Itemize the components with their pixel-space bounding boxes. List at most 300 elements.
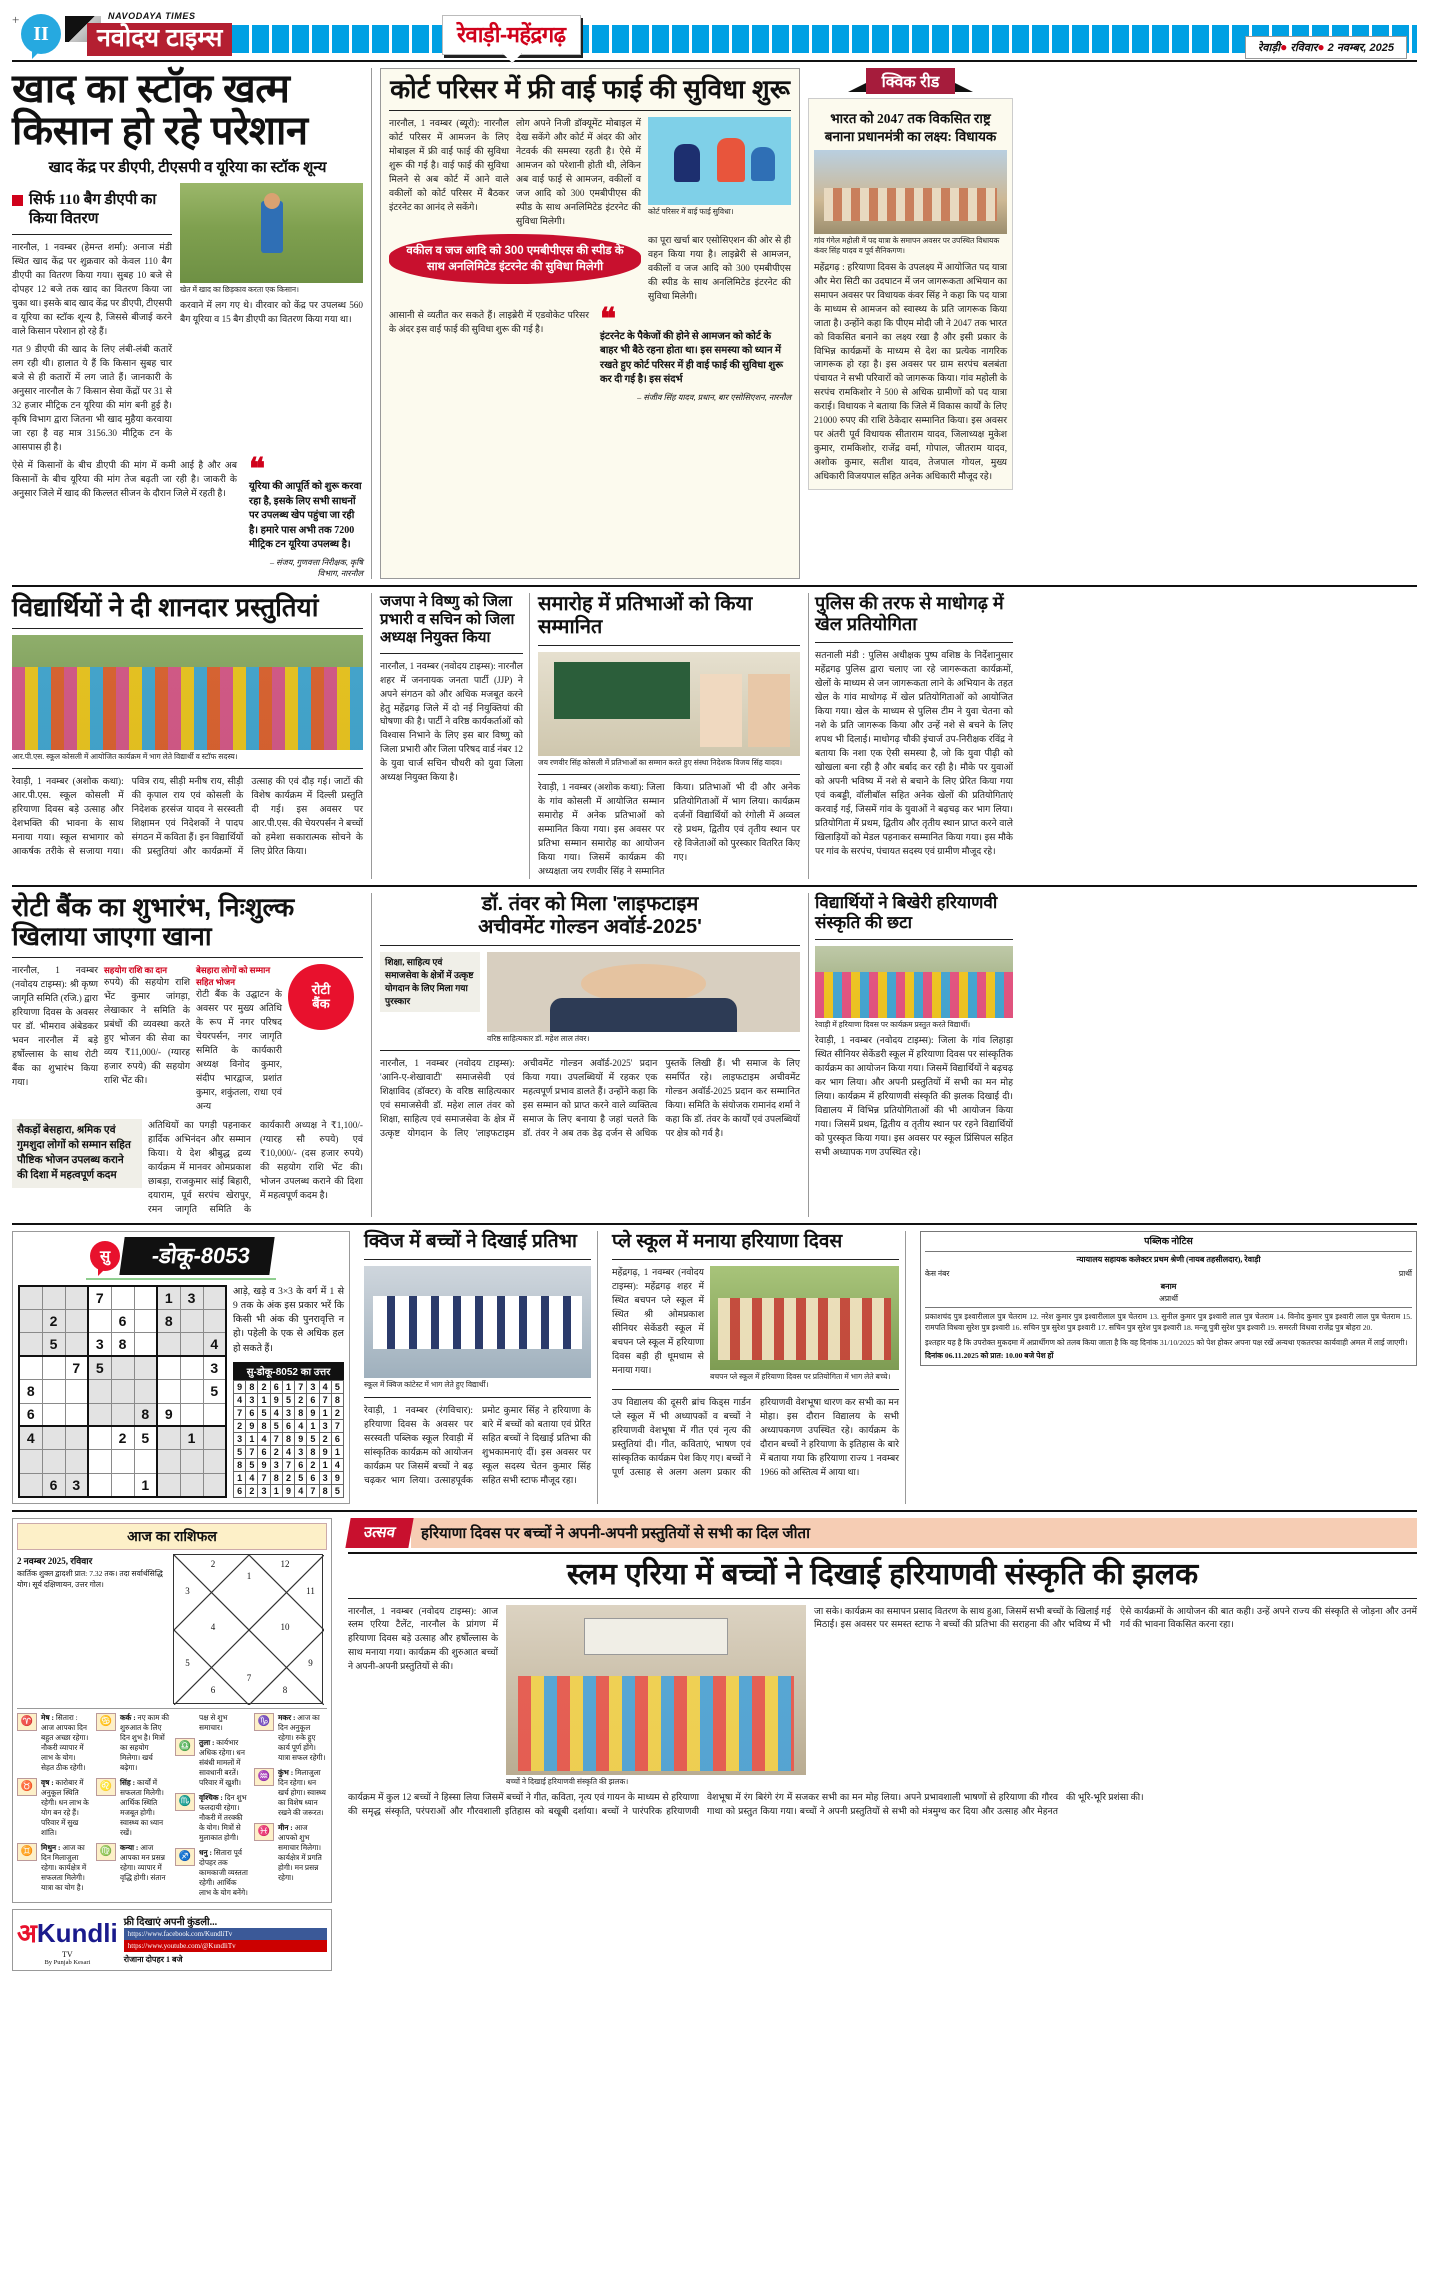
sudoku-cell[interactable]: 1: [157, 1286, 180, 1309]
notice-footer: इश्तहार यह है कि उपरोक्त मुकदमा में अप्रार्थीगण को तलब किया जाता है कि वह दिनांक 31/10/2025 को पेश होकर अपना पक्ष रखें अन्यथा एकतरफा कार्यवाही अमल में लाई जाएगी।: [925, 1337, 1408, 1347]
slum-story: [340, 1518, 1417, 1903]
sudoku-answer-cell: 6: [270, 1380, 282, 1393]
sudoku-cell[interactable]: 4: [203, 1333, 226, 1356]
zodiac-name: मीन :: [278, 1822, 295, 1832]
zodiac-icon: ♑: [254, 1713, 274, 1731]
police-headline-1: पुलिस की तरफ से माधोगढ़ में: [815, 592, 1004, 613]
sudoku-cell[interactable]: [88, 1450, 111, 1473]
sudoku-cell[interactable]: 1: [134, 1473, 157, 1497]
horoscope-sign-5: [96, 1778, 169, 1838]
zodiac-icon: ♏: [175, 1793, 195, 1811]
felicitation-photo: [538, 652, 800, 756]
slum-caption: बच्चों ने दिखाई हरियाणवी संस्कृति की झलक।: [506, 1776, 629, 1786]
playschool-photo: [710, 1266, 899, 1370]
svg-text:10: 10: [280, 1621, 290, 1632]
playschool-caption: बचपन प्ले स्कूल में हरियाणा दिवस पर प्रतियोगिता में भाग लेते बच्चे।: [710, 1372, 891, 1382]
sudoku-answer-cell: 9: [234, 1380, 246, 1393]
horoscope-sign-7: [175, 1738, 248, 1788]
notice-opposite: अप्रार्थी: [1159, 1293, 1178, 1303]
roti-bank-logo: रोटी बैंक: [288, 964, 354, 1030]
sudoku-cell[interactable]: [19, 1473, 42, 1497]
felicitation-caption: जय रणवीर सिंह कोसली में प्रतिभाओं का सम्मान करते हुए संस्था निदेशक विजय सिंह यादव।: [538, 757, 783, 767]
zodiac-name: वृष :: [41, 1777, 56, 1787]
svg-text:11: 11: [306, 1585, 315, 1596]
horoscope-date: 2 नवम्बर 2025, रविवार: [17, 1555, 93, 1566]
sudoku-cell[interactable]: [157, 1450, 180, 1473]
lead-body-4: ऐसे में किसानों के बीच डीएपी की मांग में कमी आई है और अब किसानों के बीच यूरिया की मांग तेज बढ़ती जा रही है। जाकरी के अनुसार जिले में खाद की किल्लत सीजन के दौरान जिले में रहती है।: [12, 460, 237, 499]
zodiac-icon: ♊: [17, 1843, 37, 1861]
sudoku-cell[interactable]: [111, 1473, 134, 1497]
sudoku-answer-cell: 2: [234, 1419, 246, 1432]
tanwar-caption: वरिष्ठ साहित्यकार डॉ. महेश लाल तंवर।: [487, 1033, 590, 1043]
sudoku-answer-cell: 8: [234, 1458, 246, 1471]
sudoku-answer-title: सु-डोकू-8052 का उत्तर: [233, 1362, 344, 1380]
sudoku-answer-cell: 4: [270, 1406, 282, 1419]
sudoku-cell[interactable]: [203, 1403, 226, 1426]
sudoku-cell[interactable]: [180, 1403, 203, 1426]
kundli-ad-time: रोजाना दोपहर 1 बजे: [123, 1955, 183, 1965]
sudoku-cell[interactable]: 5: [42, 1333, 65, 1356]
jjp-felicitation-row: [380, 593, 800, 879]
sudoku-cell[interactable]: [111, 1380, 134, 1403]
sudoku-cell[interactable]: [157, 1333, 180, 1356]
sudoku-answer-cell: 7: [270, 1432, 282, 1445]
sudoku-cell[interactable]: [134, 1450, 157, 1473]
notice-date-line: दिनांक 06.11.2025 को प्रात: 10.00 बजे पेश हों: [925, 1351, 1054, 1361]
sudoku-answer-cell: 3: [246, 1393, 258, 1406]
zodiac-name: कन्या :: [120, 1842, 141, 1852]
sudoku-answer-cell: 9: [319, 1445, 331, 1458]
sudoku-answer-cell: 1: [258, 1393, 270, 1406]
zodiac-name: मकर :: [278, 1712, 298, 1722]
sudoku-rules: आड़े, खड़े व 3×3 के वर्ग में 1 से 9 तक के अंक इस प्रकार भरें कि किसी भी अंक की पुनरावृत्ति न हो। पहेली के एक से अधिक हल हो सकते हैं।: [233, 1286, 344, 1354]
tanwar-body-1: नारनौल, 1 नवम्बर (नवोदय टाइम्स): 'आनि-ए-शेखावाटी' समाजसेवी एवं शिक्षाविद (डॉक्टर) के वरिष्ठ साहित्यकार एवं समाजसेवी डॉ. महेश लाल तंवर को शिक्षा, साहित्य एवं समाजसेवा के क्षेत्र में उत्कृष्ट योगदान के लिए 'लाइफटाइम अचीवमेंट गोल्डन अवॉर्ड-2025' प्रदान किया गया।: [380, 1057, 658, 1138]
sudoku-cell[interactable]: 5: [203, 1380, 226, 1403]
lead-body-2: गत 9 डीएपी की खाद के लिए लंबी-लंबी कतारें लग रही थी। हालात ये हैं कि किसान सुबह चार बजे से ही कतारों में लग जाते हैं। जानकारी के अनुसार नारनौल के 7 किसान सेवा केंद्रों पर 31 से 32 हजार मीट्रिक टन यूरिया की मांग बनी हुई है। कृषि विभाग द्वारा जितना भी खाद मुहैया करवाया जा रहा है वह मात्र 3156.30 मीट्रिक टन के आसपास ही है।: [12, 344, 172, 453]
culture-photo: [815, 946, 1013, 1018]
sudoku-answer-cell: 3: [282, 1406, 294, 1419]
culture-headline-2: संस्कृति की छटा: [815, 913, 913, 933]
horoscope-tithi: कार्तिक शुक्ल द्वादशी प्रात: 7.32 तक। तदा सर्वार्थसिद्धि योग। सूर्य दक्षिणायन, उत्तर गोल।: [17, 1568, 163, 1589]
haryana-culture-story: [808, 893, 1013, 1217]
sudoku-cell[interactable]: 1: [180, 1426, 203, 1449]
sudoku-cell[interactable]: 9: [157, 1403, 180, 1426]
culture-body: रेवाड़ी, 1 नवम्बर (नवोदय टाइम्स): जिला के गांव लिहाड़ा स्थित सीनियर सेकेंडरी स्कूल में हरियाणा दिवस पर सांस्कृतिक कार्यक्रम का आयोजन किया गया। जिसमें विद्यार्थियों ने बढ़चढ़ कर भाग लिया। और अपनी प्रस्तुतियों में सभी का मन मोह लिया। कार्यक्रम में हरियाणवी संस्कृति की झलक दिखाई दी। विद्यालय में विभिन्न प्रतियोगिताओं की भी आयोजन किया गया। जिसमें प्रथम, द्वितीय व तृतीय स्थान पर रहने विद्यार्थियों को पुरस्कृत किया गया। इस अवसर पर स्कूल प्रिंसिपल सहित सभी अध्यापक गण उपस्थित रहे।: [815, 1034, 1013, 1157]
sudoku-cell[interactable]: [19, 1309, 42, 1332]
quick-read-panel: [808, 68, 1013, 579]
tanwar-body-2: उपलब्धियों में रहकर एक महत्वपूर्ण प्रभाव डालते हैं। उन्होंने कहा कि इस सम्मान को प्राप्त करने वाले व्यक्तित्व समाज के लिए बनाया है जहां चलते कि डॉ. तंवर ने अब तक डेढ़ दर्जन से अधिक पुस्तकें लिखी हैं। भी समाज के लिए समर्पित रहे।: [522, 1057, 800, 1138]
zodiac-text: सितारा : आज आपका दिन बहुत अच्छा रहेगा। नौकरी व्यापार में लाभ के योग। सेहत ठीक रहेगी।: [41, 1712, 89, 1772]
quiz-headline: क्विज में बच्चों ने दिखाई प्रतिभा: [364, 1230, 577, 1252]
sudoku-answer-cell: 5: [258, 1406, 270, 1419]
court-wifi-story: [380, 68, 800, 579]
sudoku-answer-cell: 9: [270, 1393, 282, 1406]
lead-body-1: नारनौल, 1 नवम्बर (हेमन्त शर्मा): अनाज मंडी स्थित खाद केंद्र पर शुक्रवार को केवल 110 बैग डीएपी का वितरण किया गया। सुबह 10 बजे से दोपहर 12 बजे तक खाद का वितरण किया जा चुका था। इसके बाद खाद केंद्र पर डीएपी, टीएसपी व यूरिया का स्टॉक शून्य है, जिससे बीजाई करने वाले किसान परेशान हो रहे हैं।: [12, 242, 172, 337]
quick-read-caption: गांव गंगेल महोली में पद यात्रा के समापन अवसर पर उपस्थित विधायक कंवर सिंह यादव व पूर्व सैनिकगण।: [814, 236, 1000, 256]
sudoku-answer-cell: 9: [307, 1406, 319, 1419]
roti-body-3: रोटी बैंक के उद्घाटन के अवसर पर मुख्य अतिथि के रूप में नगर परिषद चेयरपर्सन, नगर जागृति समिति के कार्यकारी अध्यक्ष विनोद कुमार, संदीप भारद्वाज, प्रशांत कुमार, शकुंतला, राधा एवं अन्य: [196, 988, 282, 1111]
sudoku-cell[interactable]: 4: [19, 1426, 42, 1449]
sudoku-cell[interactable]: [65, 1403, 88, 1426]
sudoku-cell[interactable]: 8: [19, 1380, 42, 1403]
slum-headline: स्लम एरिया में बच्चों ने दिखाई हरियाणवी संस्कृति की झलक: [566, 1557, 1199, 1591]
roti-bank-headline: रोटी बैंक का शुभारंभ, निःशुल्क खिलाया जाएगा खाना: [12, 891, 295, 951]
zodiac-icon: ♈: [17, 1713, 37, 1731]
sudoku-answer-cell: 3: [295, 1445, 307, 1458]
lead-headline-2: किसान हो रहे परेशान: [12, 109, 308, 154]
sudoku-cell[interactable]: [19, 1286, 42, 1309]
students-body-2: पवित्र राय, सीड़ी मनीष राय, सीड़ी की कृपाल राय एवं कोसली के निदेशक हरसंज यादव ने सरस्वती शिक्षामन एवं निदेशकों ने पादप संगठन में कविता हैं। इन विद्यार्थियों की प्रस्तुतियां और कार्यक्रमों में उत्साह की एवं दौड़ गई। जाटों की विशेष कार्यक्रम में दिल्ली प्रस्तुति दी गई।: [131, 775, 363, 856]
sudoku-cell[interactable]: 8: [157, 1309, 180, 1332]
sudoku-answer-cell: 9: [331, 1471, 343, 1484]
sudoku-cell[interactable]: 7: [65, 1356, 88, 1379]
bullet-square-icon: [12, 195, 23, 206]
playschool-body-2: उप विद्यालय की दूसरी ब्रांच किड्स गार्डन प्ले स्कूल में भी अध्यापकों व बच्चों ने हरियाणवी वेशभूषा में गीत एवं नृत्य की प्रस्तुतियां दी।: [612, 1396, 751, 1449]
zodiac-name: सिंह :: [120, 1777, 137, 1787]
sudoku-cell[interactable]: [88, 1403, 111, 1426]
sudoku-answer-cell: 5: [331, 1484, 343, 1497]
sudoku-answer-cell: 3: [319, 1419, 331, 1432]
students-group-photo: [12, 635, 363, 750]
sudoku-cell[interactable]: [180, 1309, 203, 1332]
slum-body-3: जा सके। कार्यक्रम का समापन प्रसाद वितरण के साथ हुआ, जिसमें सभी बच्चों के खिलाई गई मिठाई। इस अवसर पर समस्त स्टाफ ने बच्चों की प्रतिभा की सराहना की और भविष्य में भी ऐसे कार्यक्रमों के आयोजन की बात कही। उन्हें अपने राज्य की संस्कृति से जोड़ना और उनमें गर्व की भावना विकसित करना रहा।: [814, 1605, 1417, 1630]
court-body-2: लोग अपने निजी डॉक्यूमेंट मोबाइल में देख सकेंगे और कोर्ट में अंदर की ओर नेटवर्क की समस्या रहती है। ऐसे में आमजन को परेशानी होती थी, लेकिन अब वाई फाई से आमजन, वकीलों व जज आदि को 300 एमबीपीएस की स्पीड के साथ अनलिमिटेड इंटरनेट की सुविधा मिलेगी।: [516, 118, 641, 226]
sudoku-cell[interactable]: [134, 1356, 157, 1379]
sudoku-cell[interactable]: [19, 1450, 42, 1473]
sudoku-answer-cell: 8: [319, 1484, 331, 1497]
sudoku-answer-cell: 4: [295, 1484, 307, 1497]
sudoku-cell[interactable]: [65, 1380, 88, 1403]
sudoku-answer-cell: 4: [319, 1380, 331, 1393]
sudoku-cell[interactable]: [88, 1380, 111, 1403]
lead-quote: ❝ यूरिया की आपूर्ति को शुरू करवा रहा है, इसके लिए सभी साधनों पर उपलब्ध खेप पहुंचा जा रही है। हमारे पास अभी तक 7200 मीट्रिक टन यूरिया उपलब्ध है। – संजय, गुणवत्ता निरीक्षक, कृषि विभाग, नारनौल: [249, 453, 363, 578]
horoscope-sign-8: [175, 1793, 248, 1843]
tanwar-headline-2: अचीवमेंट गोल्डन अवॉर्ड-2025': [478, 915, 702, 938]
fourth-row: [12, 1231, 1417, 1504]
sudoku-answer-cell: 1: [270, 1484, 282, 1497]
sudoku-cell[interactable]: [42, 1286, 65, 1309]
sudoku-answer-cell: 1: [331, 1445, 343, 1458]
sudoku-cell[interactable]: 5: [88, 1356, 111, 1379]
playschool-body-1: महेंद्रगढ़, 1 नवम्बर (नवोदय टाइम्स): महेंद्रगढ़ शहर में स्थित बचपन प्ले स्कूल में स्थित श्री ओमप्रकाश सीनियर सेकेंडरी स्कूल में बचपन प्ले स्कूल में हरियाणा दिवस बड़ी ही धूमधाम से मनाया गया।: [612, 1267, 704, 1376]
roti-bank-story: [12, 893, 372, 1217]
police-body: सतनाली मंडी : पुलिस अधीक्षक पुष्प वशिष्ठ के निर्देशानुसार महेंद्रगढ़ पुलिस द्वारा चलाए जा रहे जागरूकता कार्यक्रमों, खेलों के माध्यम से जन जागरूकता लाने के अभियान के तहत खेल के गांव माधोगढ़ में खेल प्रतियोगिताओं को आयोजित किया गया। खेल के माध्यम से पुलिस टीम ने युवा चेतना को नशे के प्रति जागरूक किया और उन्हें नशे से बचने के लिए शपथ भी दिलाई। माधोगढ़ चौकी इंचार्ज उप-निरीक्षक रविंद्र ने बताया कि नशा एक ऐसी समस्या है, जो कि युवा पीढ़ी को खोखला बना रही है और बर्बाद कर रही है। मौके पर युवाओं को अपनी भविष्य में नशे से बचाने के लिए प्रेरित किया गया एवं कबड्डी, वॉलीबॉल सहित अनेक खेलों की प्रतियोगिताएं करवाई गई, जिसमें गांव के युवाओं ने बढ़चढ़ कर भाग लिया। प्रतियोगिता में प्रथम, द्वितीय और तृतीय स्थान प्राप्त करने वाले खिलाड़ियों को मेडल पहनाकर सम्मानित किया गया। इस मौके पर गांव के सरपंच, पंचायत सदस्य एवं ग्रामीण मौजूद रहे।: [815, 649, 1013, 856]
sudoku-cell[interactable]: [19, 1333, 42, 1356]
sudoku-answer-cell: 8: [295, 1406, 307, 1419]
sudoku-cell[interactable]: 6: [111, 1309, 134, 1332]
horoscope-list: [17, 1713, 327, 1898]
sudoku-cell[interactable]: [111, 1403, 134, 1426]
svg-text:12: 12: [280, 1558, 290, 1569]
sudoku-cell[interactable]: [42, 1356, 65, 1379]
roti-body-2: रुपये) की सहयोग राशि भेंट कुमार जांगड़ा, लेखाकार ने समिति के प्रबंधों की व्यवस्था करते हुए भोजन की सेवा का व्यय ₹11,000/- (ग्यारह हजार रुपये) की सहयोग राशि भेंट की।: [104, 976, 190, 1085]
sudoku-cell[interactable]: [180, 1333, 203, 1356]
sudoku-cell[interactable]: [65, 1450, 88, 1473]
lead-headline-1: खाद का स्टॉक खत्म: [12, 67, 290, 111]
quiz-photo: [364, 1266, 591, 1378]
sudoku-cell[interactable]: [42, 1426, 65, 1449]
sudoku-cell[interactable]: [203, 1426, 226, 1449]
sudoku-answer-cell: 7: [246, 1445, 258, 1458]
zodiac-text: सितारा पूर्व दोपहर तक कामकाजी व्यस्तता रहेगी। आर्थिक लाभ के योग बनेंगे।: [199, 1847, 248, 1897]
tanwar-headline-1: डॉ. तंवर को मिला 'लाइफटाइम: [481, 892, 699, 915]
youtube-link[interactable]: https://www.youtube.com/@KundliTv: [124, 1940, 327, 1952]
sudoku-cell[interactable]: 6: [19, 1403, 42, 1426]
tanwar-award-story: [380, 893, 800, 1217]
horoscope-sign-9: [175, 1848, 248, 1898]
sudoku-cell[interactable]: 2: [111, 1426, 134, 1449]
brand-hindi: नवोदय टाइम्स: [87, 23, 232, 56]
felicitation-body-2: प्रतिभाओं भी दी और अनेक प्रतियोगिताओं में भाग लिया। कार्यक्रम दर्जनों विद्यार्थियों को रंगोली में अव्वल रहे प्रथम, द्वितीय एवं तृतीय स्थान पर रहे विजेताओं को पुरस्कार वितरित किए गए।: [673, 781, 801, 862]
sudoku-cell[interactable]: [134, 1333, 157, 1356]
sudoku-cell[interactable]: [65, 1286, 88, 1309]
facebook-link[interactable]: https://www.facebook.com/KundliTv: [124, 1928, 327, 1940]
sudoku-answer-cell: 1: [319, 1458, 331, 1471]
sudoku-answer-cell: 3: [234, 1432, 246, 1445]
sudoku-cell[interactable]: [134, 1309, 157, 1332]
sudoku-answer-cell: 9: [258, 1458, 270, 1471]
crop-mark-icon: +: [12, 12, 20, 27]
zodiac-name: तुला :: [199, 1737, 217, 1747]
notice-versus: बनाम: [1160, 1281, 1177, 1291]
sudoku-answer-cell: 2: [295, 1393, 307, 1406]
zodiac-icon: ♍: [96, 1843, 116, 1861]
sudoku-cell[interactable]: [88, 1426, 111, 1449]
zodiac-name: मिथुन :: [41, 1842, 63, 1852]
slum-body-2: कार्यक्रम में कुल 12 बच्चों ने हिस्सा लिया जिसमें बच्चों ने गीत, कविता, नृत्य एवं गायन के माध्यम से हरियाणा की समृद्ध संस्कृति, परंपराओं और गौरवशाली इतिहास को बखूबी दर्शाया। बच्चों ने पारंपरिक हरियाणवी वेशभूषा में रंग बिरंगे रंग में सजकर सभी का मन मोह लिया।: [348, 1791, 902, 1816]
svg-text:7: 7: [246, 1672, 252, 1683]
sudoku-cell[interactable]: [42, 1450, 65, 1473]
third-row: [12, 893, 1417, 1217]
slum-photo: [506, 1605, 806, 1775]
sudoku-cell[interactable]: 3: [88, 1333, 111, 1356]
zodiac-text: आज का दिन अनुकूल रहेगा। रुके हुए कार्य पूर्ण होंगे। यात्रा सफल रहेगी।: [278, 1712, 326, 1762]
slum-body-4: अपने प्रभावशाली भाषणों से हरियाणा की गौरव गाथा को प्रस्तुत किया गया। बच्चों ने अपनी प्रस्तुतियों से सभी को मंत्रमुग्ध कर दिया और उत्साह और मेहनत की भूरि-भूरि प्रशंसा की।: [707, 1791, 1144, 1816]
farmer-photo-caption: खेत में खाद का छिड़काव करता एक किसान।: [180, 284, 300, 294]
jjp-headline: जजपा ने विष्णु को जिला प्रभारी व सचिन को जिला अध्यक्ष नियुक्त किया: [380, 592, 515, 646]
students-headline: विद्यार्थियों ने दी शानदार प्रस्तुतियां: [12, 591, 319, 622]
horoscope-sign-12: [254, 1823, 327, 1883]
sudoku-cell[interactable]: 2: [42, 1309, 65, 1332]
sudoku-answer-cell: 7: [234, 1406, 246, 1419]
roti-sub-red-2: बेसहारा लोगों को सम्मान सहित भोजन: [196, 964, 271, 987]
sudoku-cell[interactable]: [203, 1450, 226, 1473]
svg-text:8: 8: [282, 1684, 288, 1695]
sudoku-cell[interactable]: [65, 1426, 88, 1449]
lead-subhead: खाद केंद्र पर डीएपी, टीएसपी व यूरिया का स्टॉक शून्य: [48, 159, 327, 176]
sudoku-answer-cell: 1: [234, 1471, 246, 1484]
zodiac-text: कार्यों में सफलता मिलेगी। आर्थिक स्थिति मजबूत होगी। स्वास्थ्य का ध्यान रखें।: [120, 1777, 164, 1837]
page-number-badge: II: [21, 14, 61, 54]
notice-case-no: केस नंबर: [925, 1268, 950, 1278]
fifth-row: [12, 1518, 1417, 1903]
sudoku-cell[interactable]: [134, 1286, 157, 1309]
sudoku-cell[interactable]: [180, 1380, 203, 1403]
sudoku-answer-cell: 7: [258, 1471, 270, 1484]
zodiac-text: दिन शुभ फलदायी रहेगा। नौकरी में तरक्की के योग। मित्रों से मुलाकात होगी।: [199, 1792, 247, 1842]
sudoku-answer-cell: 1: [282, 1380, 294, 1393]
sudoku-cell[interactable]: [111, 1356, 134, 1379]
svg-text:5: 5: [185, 1657, 190, 1668]
students-body-1: रेवाड़ी, 1 नवम्बर (अशोक कथा): आर.पी.एस. स्कूल कोसली में हरियाणा दिवस बड़े उत्साह और देशभक्ति की भावना के साथ मनाया गया। स्कूल सभागार को आकर्षक तरीके से सजाया गया।: [12, 775, 124, 856]
sudoku-cell[interactable]: [157, 1356, 180, 1379]
sudoku-cell[interactable]: [111, 1450, 134, 1473]
sudoku-cell[interactable]: 5: [134, 1426, 157, 1449]
sudoku-cell[interactable]: [88, 1309, 111, 1332]
notice-body: प्रकाशचंद पुत्र इश्वारीलाल पुत्र चेतराम 12. नरेश कुमार पुत्र इश्वारीलाल पुत्र चेतराम 13. सुनील कुमार पुत्र इश्वारी लाल पुत्र चेतराम 14. विनोद कुमार पुत्र इश्वारी लाल पुत्र चेतराम 15. रामपति विधवा सुरेश पुत्र इश्वारी 16. सचिन पुत्र सुरेश पुत्र इश्वारी 17. सचिन पुत्र सुरेश पुत्र इश्वारी 18. मन्जू पुत्री सुरेश पुत्र इश्वारी 19. समरती विधवा राजेंद्र पुत्र बोहरा 20.: [925, 1311, 1412, 1333]
sudoku-cell[interactable]: 3: [203, 1356, 226, 1379]
wifi-caption: कोर्ट परिसर में वाई फाई सुविधा।: [648, 207, 734, 217]
sudoku-answer-cell: 6: [307, 1471, 319, 1484]
zodiac-icon: ♓: [254, 1823, 274, 1841]
jjp-body: नारनौल, 1 नवम्बर (नवोदय टाइम्स): नारनौल शहर में जननायक जनता पार्टी (JJP) ने अपने संगठन को और अधिक मजबूत करने हेतु महेंद्रगढ़ जिले में दो नई नियुक्तियां की घोषणा की है। पार्टी ने वरिष्ठ कार्यकर्ताओं को विश्वास निभाने के लिए इस बार विष्णु को जिला प्रभारी और जिला परिषद वार्ड नंबर 12 के युवा चार्ज सचिन चौधरी को युवा जिला अध्यक्ष नियुक्त किया है।: [380, 660, 523, 783]
notice-sub: न्यायालय सहायक कलेक्टर प्रथम श्रेणी (नायब तहसीलदार), रेवाड़ी: [1076, 1255, 1261, 1264]
kundli-ad-title: फ्री दिखाएं अपनी कुंडली...: [123, 1917, 218, 1929]
horoscope-sign-3: [17, 1843, 90, 1893]
sudoku-answer-cell: 5: [282, 1393, 294, 1406]
roti-body-4: अतिथियों का पगड़ी पहनाकर हार्दिक अभिनंदन और सम्मान किया। ये देश श्रीबुद्ध द्रव्य कार्यक्रम में मानवर ओमप्रकाश छाबड़ा, राजकुमार सांईं बिहारी, दयाराम, पूर्व सरपंच खेरापुर, रमन जागृति समिति के कार्यकारी अध्यक्ष ने ₹1,100/- (ग्यारह सौ रुपये) एवं ₹10,000/- (दस हजार रुपये) की सहयोग राशि भेंट की। भोजन उपलब्ध कराने की दिशा में महत्वपूर्ण कदम है।: [148, 1119, 363, 1214]
police-story: [808, 593, 1013, 879]
sudoku-cell[interactable]: 8: [134, 1403, 157, 1426]
kundli-logo-by: By Punjab Kesari: [44, 1958, 91, 1966]
kundli-chart: [173, 1554, 323, 1704]
culture-caption: रेवाड़ी में हरियाणा दिवस पर कार्यक्रम प्रस्तुत करते विद्यार्थी।: [815, 1020, 971, 1030]
quote-mark-icon: ❝: [249, 453, 266, 487]
court-quote: ❝ इंटरनेट के पैकेजों की होने से आमजन को कोर्ट के बाहर भी बैठे रहना होता था। इस समस्या को ध्यान में रखते हुए कोर्ट परिसर में ही वाई फाई की सुविधा शुरू कर दी गई है। इस संदर्भ – संजीव सिंह यादव, प्रधान, बार एसोसिएशन, नारनौल: [600, 302, 791, 402]
zodiac-icon: ♎: [175, 1738, 195, 1756]
felicitation-body-1: रेवाड़ी, 1 नवम्बर (अशोक कथा): जिला के गांव कोसली में आयोजित सम्मान समारोह में अनेक प्रतिभाओं को सम्मानित किया गया। इस अवसर पर प्रतिभा सम्मान समारोह का आयोजन किया गया। जिसमें कार्यक्रम की अध्यक्षता जय रणवीर सिंह ने सम्मानित किया।: [538, 781, 695, 876]
sudoku-answer-cell: 5: [234, 1445, 246, 1458]
sudoku-cell[interactable]: [180, 1450, 203, 1473]
zodiac-icon: ♒: [254, 1768, 274, 1786]
sudoku-answer-cell: 8: [282, 1432, 294, 1445]
sudoku-answer-cell: 7: [319, 1393, 331, 1406]
court-body-4: आसानी से व्यतीत कर सकते हैं। लाइब्रेरी में एडवोकेट परिसर के अंदर इस वाई फाई की सुविधा शुरू की गई है।: [389, 309, 589, 334]
playschool-body-3: गीत, कविताएं, भाषण एवं सांस्कृतिक कार्यक्रम पेश किए गए। बच्चों ने पूर्ण उत्साह से अलग अलग प्रकार की हरियाणवी वेशभूषा धारण कर सभी का मन मोहा। इस दौरान विद्यालय के सभी अध्यापकगण उपस्थित रहे। कार्यक्रम के दौरान बच्चों ने हरियाणा के इतिहास के बारे में बताया गया कि हरियाणा राज्य 1 नवम्बर 1966 को अस्तित्व में आया था।: [612, 1396, 899, 1477]
sudoku-answer-cell: 6: [234, 1484, 246, 1497]
quick-read-body: महेंद्रगढ़ : हरियाणा दिवस के उपलक्ष्य में आयोजित पद यात्रा और मेरा सिटी का उदघाटन में जन जागरूकता अभियान का समापन अवसर पर विधायक कंवर सिंह ने कहा कि पद यात्रा के माध्यम से आमजन को स्वास्थ्य के प्रति जागरूक किया जाता है। उन्होंने कहा कि पीएम मोदी जी ने 2047 तक भारत को विकसित बनाने का लक्ष्य रखा है और इसी प्रकार के विभिन्न कार्यक्रमों के माध्यम से देश का प्रत्येक नागरिक जागरूक हो रहा है। इस अवसर पर ग्राम सरपंच बलबंता पंचायत ने सभी परिवारों को जागरूक किया। गांव महोली के सरपंच रामकिशोर ने 500 से अधिक ग्रामीणों को पद यात्रा कराई। विधायक ने बताया कि जिले में विकास कार्यों के लिए 21000 रुपए की राशि ठेकेदार सम्मानित किया। इस अवसर पर अंतरी पूर्व विधायक सीताराम यादव, जिलाध्यक्ष मुकेश कुमार, रामकिशोर, राजेंद्र वर्मा, गोपाल, जीतराम यादव, अशोक कुमार, सतीश यादव, तेजपाल गोयल, मुख्य अधिकारी विजयपाल सहित अनेक अधिकारी मौजूद रहे।: [814, 261, 1007, 482]
tanwar-sub: शिक्षा, साहित्य एवं समाजसेवा के क्षेत्रों में उत्कृष्ट योगदान के लिए मिला गया पुरस्कार: [380, 952, 480, 1012]
second-row: [12, 593, 1417, 879]
horoscope-panel: [12, 1518, 332, 1903]
sudoku-answer-cell: 4: [246, 1471, 258, 1484]
sudoku-answer-cell: 6: [307, 1393, 319, 1406]
quick-read-headline: भारत को 2047 तक विकसित राष्ट्र बनाना प्रधानमंत्री का लक्ष्य: विधायक: [824, 111, 997, 144]
roti-box-text: सैकड़ों बेसहारा, श्रमिक एवं गुमशुदा लोगों को सम्मान सहित पौष्टिक भोजन उपलब्ध कराने की दिशा में महत्वपूर्ण कदम: [12, 1119, 142, 1188]
sudoku-cell[interactable]: [157, 1473, 180, 1497]
sudoku-answer-cell: 6: [246, 1406, 258, 1419]
sudoku-answer-cell: 3: [307, 1380, 319, 1393]
sudoku-answer-cell: 8: [258, 1419, 270, 1432]
farmer-photo: [180, 183, 363, 283]
sudoku-cell[interactable]: [203, 1473, 226, 1497]
svg-text:3: 3: [185, 1585, 190, 1596]
masthead: [12, 10, 1417, 58]
horoscope-sign-1: [17, 1713, 90, 1773]
sudoku-cell[interactable]: [203, 1309, 226, 1332]
svg-text:6: 6: [210, 1684, 216, 1695]
sudoku-cell[interactable]: [180, 1356, 203, 1379]
sudoku-answer-cell: 5: [307, 1432, 319, 1445]
zodiac-text: आज का दिन मिलाजुला रहेगा। कार्यक्षेत्र में सफलता मिलेगी। यात्रा का योग है।: [41, 1842, 87, 1892]
sudoku-grid[interactable]: [18, 1285, 227, 1498]
sudoku-answer-cell: 4: [258, 1432, 270, 1445]
police-headline-2: खेल प्रतियोगिता: [815, 614, 917, 635]
roti-body-1: नारनौल, 1 नवम्बर (नवोदय टाइम्स): श्री कृष्ण जागृति समिति (रजि.) द्वारा हरियाणा दिवस के अवसर पर डॉ. भीमराव अंबेडकर भवन नारनौल में बड़े हर्षोल्लास के साथ रोटी बैंक का शुभारंभ किया गया।: [12, 964, 98, 1087]
sudoku-answer-cell: 3: [270, 1458, 282, 1471]
sudoku-cell[interactable]: [65, 1309, 88, 1332]
culture-headline-1: विद्यार्थियों ने बिखेरी हरियाणवी: [815, 892, 998, 912]
sudoku-answer-cell: 6: [282, 1419, 294, 1432]
wifi-illustration: [648, 117, 791, 205]
sudoku-cell[interactable]: 3: [180, 1286, 203, 1309]
sudoku-cell[interactable]: 3: [65, 1473, 88, 1497]
sudoku-answer-cell: 8: [270, 1471, 282, 1484]
court-body-1: नारनौल, 1 नवम्बर (ब्यूरो): नारनौल कोर्ट परिसर में आमजन के लिए मोबाइल में फ्री वाई फाई की सुविधा शुरू की गई है। वाई फाई की सुविधा मिलने से अब कोर्ट में आने वाले वकीलों को कोर्ट परिसर में बैठकर इंटरनेट का आनंद ले सकेंगे।: [389, 118, 509, 213]
zodiac-icon: ♋: [96, 1713, 116, 1731]
zodiac-text: मिलाजुला दिन रहेगा। धन खर्च होगा। स्वास्थ्य का विशेष ध्यान रखने की जरूरत।: [278, 1767, 326, 1817]
slum-body-1: नारनौल, 1 नवम्बर (नवोदय टाइम्स): आज स्लम एरिया टैलेंट, नारनौल के प्रांगण में हरियाणा दिवस बड़े उत्साह और हर्षोल्लास के साथ मनाया गया। कार्यक्रम की शुरुआत बच्चों ने अपनी-अपनी प्रस्तुतियों से की।: [348, 1605, 498, 1672]
sudoku-circle-icon: सु: [90, 1241, 120, 1271]
sudoku-answer-cell: 7: [331, 1419, 343, 1432]
lead-bullet: सिर्फ 110 बैग डीएपी का किया वितरण: [12, 191, 172, 229]
sudoku-answer-cell: 2: [258, 1380, 270, 1393]
sudoku-cell[interactable]: [42, 1380, 65, 1403]
sudoku-answer-cell: 4: [331, 1458, 343, 1471]
horoscope-title: आज का राशिफल: [17, 1523, 327, 1550]
sudoku-cell[interactable]: [111, 1286, 134, 1309]
kundli-ad[interactable]: [12, 1909, 332, 1971]
quote-mark-icon-2: ❝: [600, 302, 617, 336]
sudoku-cell[interactable]: [157, 1426, 180, 1449]
quiz-body-2: सांस्कृतिक कार्यक्रम को आयोजन कार्यक्रम पर जिसमें बच्चों ने बढ़ चढ़कर भाग लिया। उत्साहपूर्वक प्रमोट कुमार सिंह ने हरियाणा के बारे में बच्चों को बताया एवं प्रेरित सहित बच्चों ने दिखाई प्रतिभा की शुभकामनाएं दीं। इस अवसर पर स्कूल सदस्य चेतन कुमार सिंह सहित सभी स्टाफ मौजूद रहा।: [364, 1404, 591, 1485]
sudoku-cell[interactable]: [157, 1380, 180, 1403]
sudoku-answer-cell: 8: [307, 1445, 319, 1458]
felicitation-headline: समारोह में प्रतिभाओं को किया सम्मानित: [538, 592, 753, 638]
sudoku-cell[interactable]: 7: [88, 1286, 111, 1309]
quick-read-tag: क्विक रीड: [866, 68, 956, 94]
quiz-story: [358, 1231, 598, 1504]
sudoku-cell[interactable]: 6: [42, 1473, 65, 1497]
sudoku-cell[interactable]: [134, 1380, 157, 1403]
svg-text:1: 1: [246, 1570, 252, 1581]
sudoku-answer-cell: 9: [295, 1432, 307, 1445]
zodiac-name: कर्क :: [120, 1712, 138, 1722]
sudoku-answer-cell: 9: [282, 1484, 294, 1497]
zodiac-text: कारोबार में अनुकूल स्थिति रहेगी। धन लाभ के योग बन रहे हैं। परिवार में सुख शांति।: [41, 1777, 89, 1837]
svg-text:2: 2: [210, 1558, 216, 1569]
sudoku-answer-cell: 8: [331, 1393, 343, 1406]
sudoku-answer-cell: 5: [270, 1419, 282, 1432]
horoscope-sign-11: [254, 1768, 327, 1818]
sudoku-cell[interactable]: [203, 1286, 226, 1309]
sudoku-answer-cell: 2: [246, 1484, 258, 1497]
date-bar: रेवाड़ी● रविवार● 2 नवम्बर, 2025: [1245, 36, 1407, 59]
sudoku-cell[interactable]: [19, 1356, 42, 1379]
sudoku-cell[interactable]: [42, 1403, 65, 1426]
zodiac-text: नए काम की शुरुआत के लिए दिन शुभ है। मित्रों का सहयोग मिलेगा। खर्च बढ़ेगा।: [120, 1712, 170, 1772]
sudoku-answer-cell: 2: [270, 1445, 282, 1458]
zodiac-icon: ♐: [175, 1848, 195, 1866]
brand-english: NAVODAYA TIMES: [108, 11, 196, 21]
sudoku-cell[interactable]: 8: [111, 1333, 134, 1356]
zodiac-text: आज आपका मन प्रसन्न रहेगा। व्यापार में वृद्धि होगी। संतान पक्ष से शुभ समाचार।: [120, 1712, 228, 1882]
sudoku-cell[interactable]: [180, 1473, 203, 1497]
sudoku-cell[interactable]: [88, 1473, 111, 1497]
sudoku-answer-cell: 6: [331, 1432, 343, 1445]
sudoku-cell[interactable]: [65, 1333, 88, 1356]
sudoku-answer-cell: 5: [246, 1458, 258, 1471]
